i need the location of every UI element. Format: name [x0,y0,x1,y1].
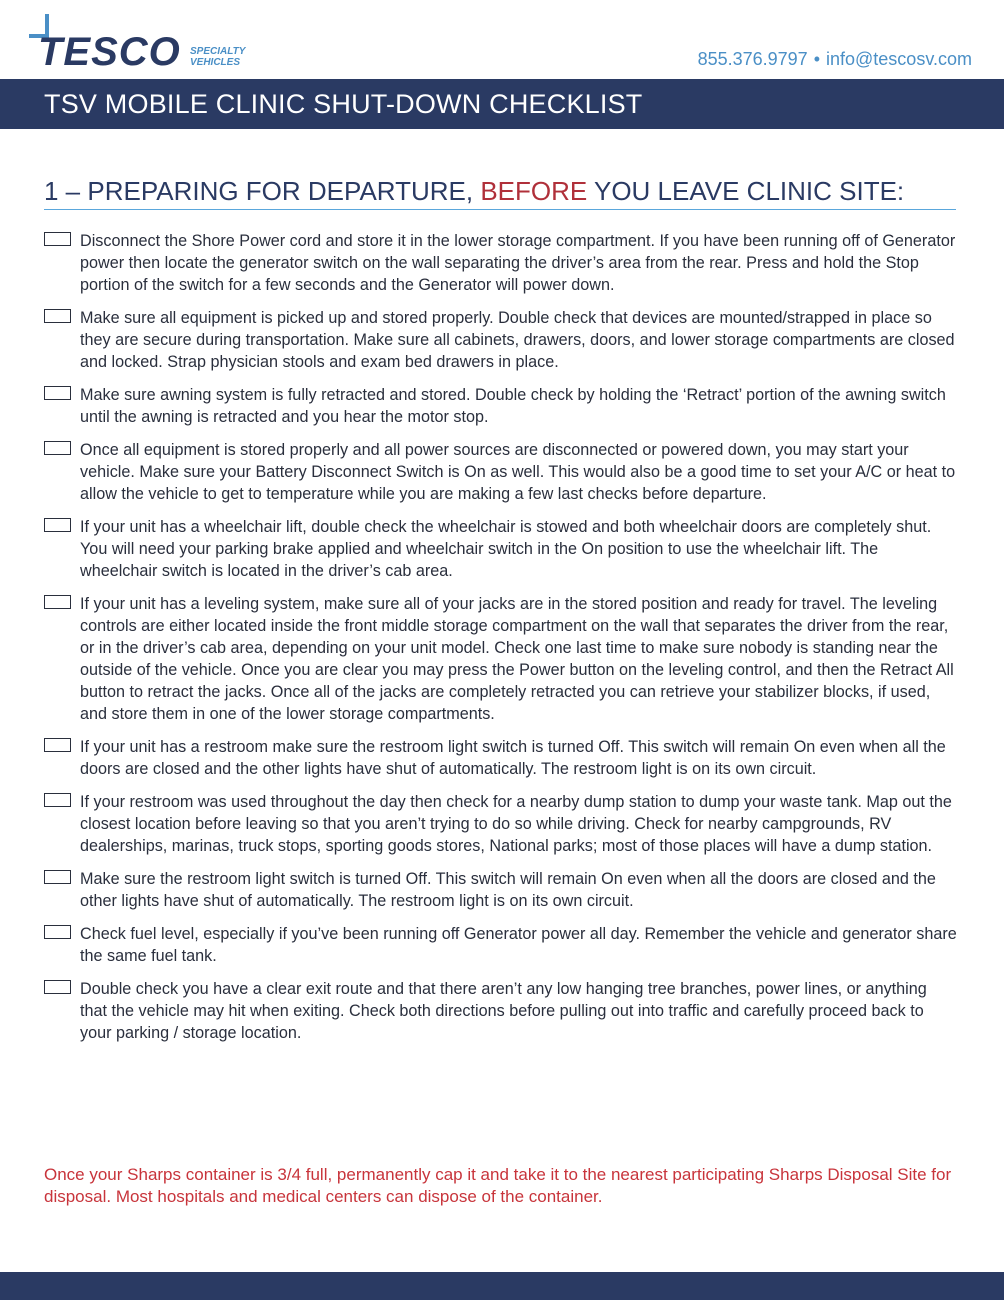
checklist-item-text: If your unit has a leveling system, make sure all of your jacks are in the stored position and ready for travel. The leveling controls are either located inside the front middle storage compartment on the wall that separates the driver from the rear, or in the driver’s cab area, depending on your unit model. Check one last time to make sure nobody is standing near the outside of the vehicle. Once you are clear you may press the Power button on the leveling control, and then the Retract All button to retract the jacks. Once all of the jacks are completely retracted you can retrieve your stabilizer blocks, if used, and store them in one of the lower storage compartments. [80,595,954,723]
checklist-item [44,736,958,780]
checklist-item [44,307,958,373]
checklist-item-text: Disconnect the Shore Power cord and store it in the lower storage compartment. If you have been running off of Generator power then locate the generator switch on the wall separating the driver’s area from the rear. Press and hold the Stop portion of the switch for a few seconds and the Generator will power down. [80,232,956,294]
checkbox[interactable] [44,441,71,455]
checklist-item-text: Check fuel level, especially if you’ve been running off Generator power all day. Remember the vehicle and generator share the same fuel tank. [80,925,957,965]
checkbox[interactable] [44,925,71,939]
checklist-item-text: Make sure the restroom light switch is turned Off. This switch will remain On even when all the doors are closed and the other lights have shut of automatically. The restroom light is on its own circuit. [80,870,936,910]
section-heading-accent: BEFORE [480,176,588,206]
checklist-item [44,978,958,1044]
checklist-item-text: Make sure awning system is fully retracted and stored. Double check by holding the ‘Retract’ portion of the awning switch until the awning is retracted and you hear the motor stop. [80,386,946,426]
checkbox[interactable] [44,518,71,532]
checklist-item [44,384,958,428]
checkbox[interactable] [44,386,71,400]
title-bar [0,79,1004,129]
logo-sub-line2: VEHICLES [190,57,241,68]
sharps-disposal-note: Once your Sharps container is 3/4 full, permanently cap it and take it to the nearest participating Sharps Disposal Site for disposal. Most hospitals and medical centers can dispose of the container. [44,1165,952,1206]
checklist-item-text: If your unit has a wheelchair lift, double check the wheelchair is stowed and both wheelchair doors are completely shut. You will need your parking brake applied and wheelchair switch in the On position to use the wheelchair lift. The wheelchair switch is located in the driver’s cab area. [80,518,932,580]
checklist [44,230,958,1044]
section-heading-prefix: 1 – PREPARING FOR DEPARTURE, [44,176,481,206]
checklist-item-text: Once all equipment is stored properly and all power sources are disconnected or powered down, you may start your vehicle. Make sure your Battery Disconnect Switch is On as well. This would also be a good time to set your A/C or heat to allow the vehicle to get to temperature while you are making a few last checks before departure. [80,441,956,503]
checklist-item [44,868,958,912]
checklist-item [44,593,958,725]
footer-bar [0,1272,1004,1300]
checklist-item-text: Make sure all equipment is picked up and stored properly. Double check that devices are mounted/strapped in place so they are secure during transportation. Make sure all cabinets, drawers, doors, and lower storage compartments are closed and locked. Strap physician stools and exam bed drawers in place. [80,309,955,371]
contact-info [698,49,972,70]
checklist-item [44,516,958,582]
checkbox[interactable] [44,232,71,246]
checklist-item [44,791,958,857]
checkbox[interactable] [44,980,71,994]
checklist-item-text: Double check you have a clear exit route and that there aren’t any low hanging tree branches, power lines, or anything that the vehicle may hit when exiting. Check both directions before pulling out into traffic and carefully proceed back to your parking / storage location. [80,980,927,1042]
section-heading [44,176,956,210]
checklist-item-text: If your unit has a restroom make sure the restroom light switch is turned Off. This switch will remain On even when all the doors are closed and the other lights have shut of automatically. The restroom light is on its own circuit. [80,738,946,778]
checkbox[interactable] [44,793,71,807]
email-address: info@tescosv.com [826,49,972,69]
page-title: TSV MOBILE CLINIC SHUT-DOWN CHECKLIST [44,89,643,119]
section-heading-suffix: YOU LEAVE CLINIC SITE: [587,176,905,206]
checkbox[interactable] [44,309,71,323]
checkbox[interactable] [44,738,71,752]
logo-brand: TESCO [38,30,181,72]
checklist-item [44,923,958,967]
checklist-item [44,439,958,505]
checklist-item-text: If your restroom was used throughout the day then check for a nearby dump station to dump your waste tank. Map out the closest location before leaving so that you aren’t trying to do so while driving. Check for nearby campgrounds, RV dealerships, marinas, truck stops, sporting goods stores, National parks; most of those places will have a dump station. [80,793,952,855]
checkbox[interactable] [44,595,71,609]
checkbox[interactable] [44,870,71,884]
logo-sub-line1: SPECIALTY [190,46,246,57]
tesco-logo [26,14,266,72]
checklist-item [44,230,958,296]
contact-separator: • [813,49,820,69]
phone-number: 855.376.9797 [697,49,808,69]
